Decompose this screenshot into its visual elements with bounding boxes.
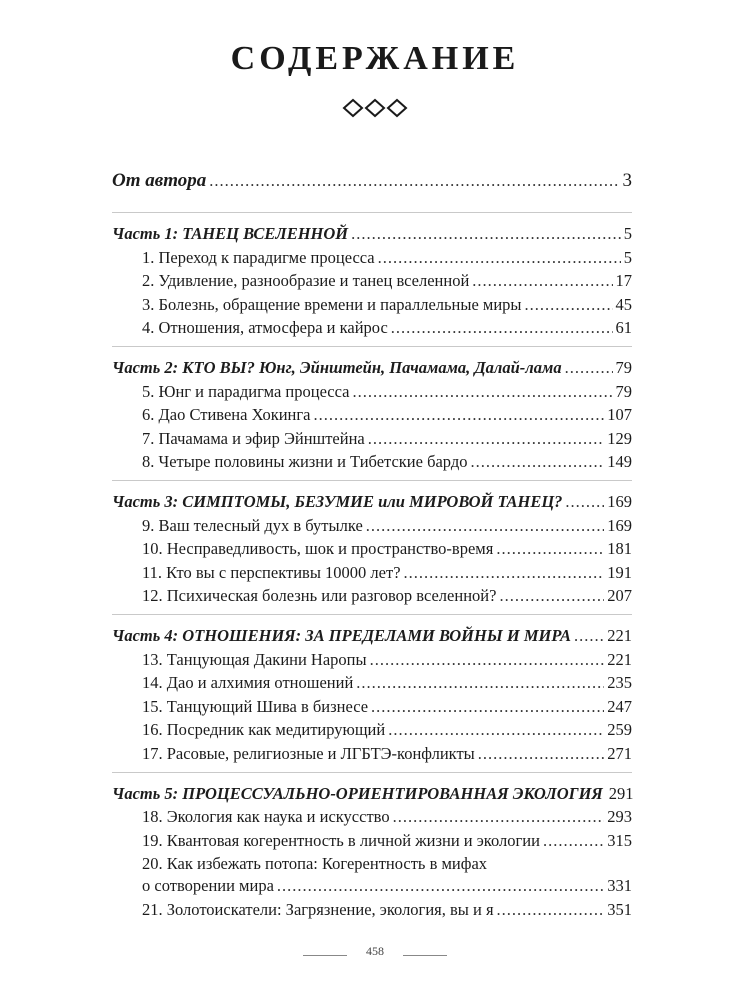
toc-page-number: 271 <box>607 743 632 763</box>
toc-chapter[interactable] <box>112 247 632 269</box>
toc-chapter[interactable] <box>112 830 632 852</box>
toc-chapter-title: 4. Отношения, атмосфера и кайрос <box>142 318 388 337</box>
part-suffix: Юнг, Эйнштейн, Пачамама, Далай-лама <box>254 358 562 377</box>
dot-leader <box>496 538 604 560</box>
dot-leader <box>565 357 613 379</box>
toc-chapter-multiline[interactable] <box>112 853 632 897</box>
toc-part-heading[interactable] <box>112 783 632 805</box>
dot-leader <box>352 381 612 403</box>
page-title: СОДЕРЖАНИЕ <box>230 40 520 77</box>
dot-leader <box>313 404 604 426</box>
toc-chapter-title: 15. Танцующий Шива в бизнесе <box>142 696 369 716</box>
toc-page-number: 45 <box>615 294 632 314</box>
toc-page-number: 61 <box>615 318 632 337</box>
toc-page-number: 181 <box>607 539 632 558</box>
dot-leader <box>391 317 613 339</box>
dot-leader <box>543 830 604 852</box>
toc-page-number: 169 <box>607 492 632 511</box>
toc-page-number: 149 <box>607 452 632 471</box>
toc-page-number: 5 <box>623 247 632 267</box>
toc-chapter[interactable] <box>112 270 632 292</box>
dot-leader <box>525 294 613 316</box>
part-prefix: Часть 1: <box>112 224 183 243</box>
toc-part-heading[interactable] <box>112 491 632 513</box>
dot-leader <box>370 649 605 671</box>
toc-page-number: 259 <box>607 720 632 739</box>
page-footer <box>0 944 750 964</box>
toc-chapter[interactable] <box>112 428 632 450</box>
toc-page-number: 79 <box>615 358 632 377</box>
toc-entry-title: От автора <box>112 170 207 191</box>
toc-chapter-title: 17. Расовые, религиозные и ЛГБТЭ-конфликты <box>142 743 475 763</box>
part-prefix: Часть 3: <box>112 492 183 511</box>
dot-leader <box>565 491 604 513</box>
toc-part-title <box>112 357 562 379</box>
toc-chapter-continuation <box>142 875 632 897</box>
toc-chapter-title: 20. Как избежать потопа: Когерентность в мифах <box>142 854 488 873</box>
toc-part-title <box>112 625 571 647</box>
toc-entry-author[interactable] <box>112 170 632 192</box>
toc-chapter-title: 16. Посредник как медитирующий <box>142 720 386 739</box>
toc-chapter[interactable] <box>112 317 632 339</box>
dot-leader <box>497 899 605 921</box>
part-prefix: Часть 2: <box>112 358 183 377</box>
toc-chapter[interactable] <box>112 806 632 828</box>
dot-leader <box>277 875 604 897</box>
part-name: ПРОЦЕССУАЛЬНО-ОРИЕНТИРОВАННАЯ ЭКОЛОГИЯ <box>182 783 603 803</box>
toc-part-heading[interactable] <box>112 223 632 245</box>
toc-chapter-title: 12. Психическая болезнь или разговор вселенной? <box>142 586 497 605</box>
toc-chapter[interactable] <box>112 404 632 426</box>
toc-chapter[interactable] <box>112 743 632 765</box>
dot-leader <box>356 672 604 694</box>
footer-page-number: 458 <box>366 944 384 958</box>
section-divider <box>112 614 632 615</box>
footer-rule-right <box>403 955 447 956</box>
section-divider <box>112 772 632 773</box>
toc-page-number: 247 <box>607 696 632 716</box>
dot-leader <box>472 270 612 292</box>
footer-rule-left <box>303 955 347 956</box>
toc-chapter[interactable] <box>112 515 632 537</box>
toc-chapter[interactable] <box>112 672 632 694</box>
part-name: КТО ВЫ? <box>182 358 255 377</box>
toc-chapter-title-2: о сотворении мира <box>142 876 274 895</box>
toc-page-number: 169 <box>607 515 632 535</box>
toc-chapter-title: 8. Четыре половины жизни и Тибетские бардо <box>142 452 468 471</box>
toc-chapter[interactable] <box>112 381 632 403</box>
part-name: ТАНЕЦ ВСЕЛЕННОЙ <box>182 224 349 243</box>
toc-page-number: 221 <box>607 626 632 645</box>
toc-page-number: 315 <box>607 830 632 850</box>
toc-chapter-title: 7. Пачамама и эфир Эйнштейна <box>142 428 365 448</box>
toc-part-title <box>112 223 348 245</box>
diamond-ornament-icon <box>342 98 408 118</box>
dot-leader <box>388 719 604 741</box>
toc-page-number: 79 <box>615 381 632 401</box>
toc-chapter-title: 18. Экология как наука и искусство <box>142 807 390 826</box>
toc-chapter-title: 14. Дао и алхимия отношений <box>142 673 354 692</box>
toc-chapter[interactable] <box>112 451 632 473</box>
table-of-contents <box>112 170 632 922</box>
section-divider <box>112 346 632 347</box>
toc-part-title <box>112 491 562 513</box>
toc-chapter[interactable] <box>112 562 632 584</box>
toc-chapter-title: 3. Болезнь, обращение времени и параллельные миры <box>142 294 522 314</box>
toc-chapter[interactable] <box>112 538 632 560</box>
toc-page-number: 3 <box>622 170 632 191</box>
toc-chapter-title: 5. Юнг и парадигма процесса <box>142 381 350 401</box>
toc-page-number: 291 <box>608 783 634 803</box>
part-prefix: Часть 4: <box>112 626 183 645</box>
dot-leader <box>574 625 604 647</box>
toc-chapter[interactable] <box>112 585 632 607</box>
toc-page-number: 5 <box>623 224 632 243</box>
toc-page-number: 207 <box>607 586 632 605</box>
part-name-2: МИРОВОЙ ТАНЕЦ? <box>409 492 563 511</box>
section-divider <box>112 480 632 481</box>
dot-leader <box>470 451 604 473</box>
toc-chapter-title: 2. Удивление, разнообразие и танец вселенной <box>142 271 470 290</box>
dot-leader <box>404 562 605 584</box>
toc-chapter[interactable] <box>112 696 632 718</box>
toc-chapter-title: 6. Дао Стивена Хокинга <box>142 405 311 424</box>
toc-page-number: 351 <box>607 899 632 919</box>
toc-chapter-title: 11. Кто вы с перспективы 10000 лет? <box>142 562 401 582</box>
toc-part-heading[interactable] <box>112 625 632 647</box>
part-name: СИМПТОМЫ, БЕЗУМИЕ <box>182 492 374 511</box>
toc-chapter-title: 10. Несправедливость, шок и пространство-время <box>142 539 494 558</box>
toc-chapter-title: 13. Танцующая Дакини Наропы <box>142 649 367 669</box>
toc-page-number: 191 <box>607 562 632 582</box>
toc-page-number: 235 <box>607 673 632 692</box>
section-divider <box>112 212 632 213</box>
toc-page-number: 331 <box>607 876 632 895</box>
toc-chapter[interactable] <box>112 294 632 316</box>
dot-leader <box>499 585 604 607</box>
toc-page-number: 17 <box>615 271 632 290</box>
toc-page-number: 221 <box>607 649 632 669</box>
toc-chapter-title: 9. Ваш телесный дух в бутылке <box>142 515 363 535</box>
toc-chapter[interactable] <box>112 899 632 921</box>
dot-leader <box>368 428 605 450</box>
dot-leader <box>351 223 621 245</box>
dot-leader <box>478 743 605 765</box>
dot-leader <box>371 696 604 718</box>
toc-part-heading[interactable] <box>112 357 632 379</box>
toc-page-number: 293 <box>607 807 632 826</box>
part-prefix: Часть 5: <box>112 783 183 803</box>
toc-page-number: 107 <box>607 405 632 424</box>
toc-chapter-title: 1. Переход к парадигме процесса <box>142 247 375 267</box>
part-mid: или <box>373 492 410 511</box>
toc-part-title <box>112 783 603 805</box>
toc-page-number: 129 <box>607 428 632 448</box>
toc-chapter[interactable] <box>112 719 632 741</box>
part-name: ОТНОШЕНИЯ: ЗА ПРЕДЕЛАМИ ВОЙНЫ И МИРА <box>182 626 571 645</box>
toc-chapter[interactable] <box>112 649 632 671</box>
toc-chapter-title: 19. Квантовая когерентность в личной жизни и экологии <box>142 830 540 850</box>
dot-leader <box>393 806 605 828</box>
dot-leader <box>366 515 604 537</box>
toc-chapter-title: 21. Золотоискатели: Загрязнение, экология, вы и я <box>142 899 494 919</box>
dot-leader <box>378 247 621 269</box>
dot-leader <box>209 170 619 192</box>
